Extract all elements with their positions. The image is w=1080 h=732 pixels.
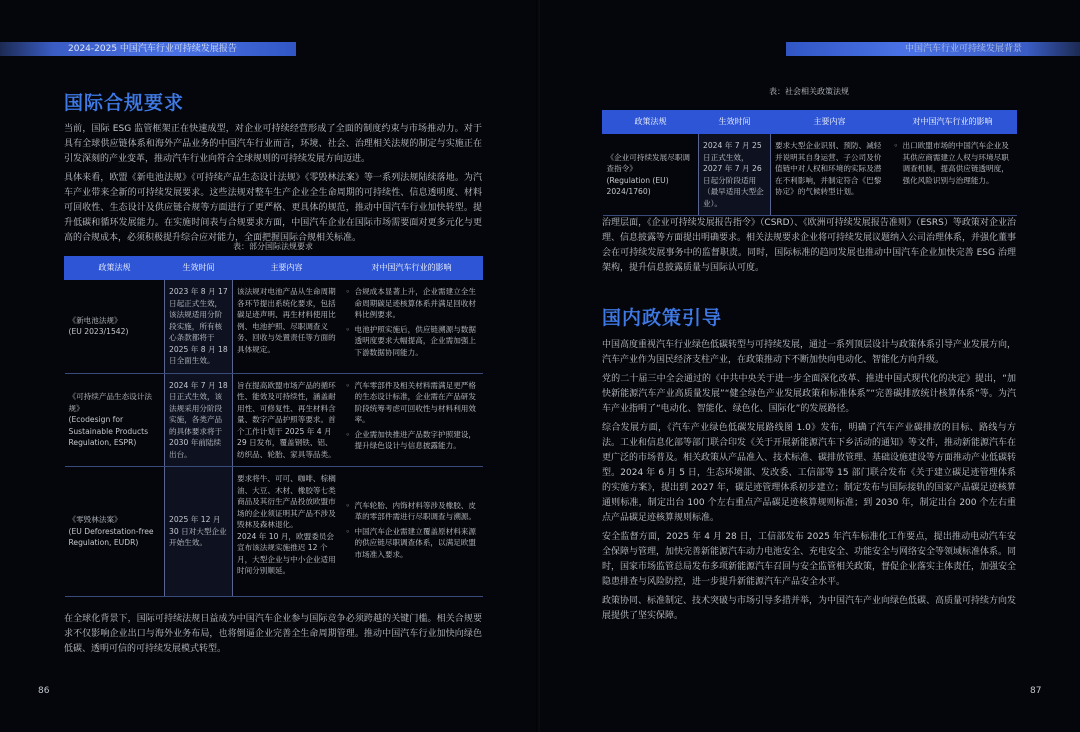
left-paragraph-2: 具体来看，欧盟《新电池法规》《可持续产品生态设计法规》《零毁林法案》等一系列法规陆续落地。为汽车产业带来全新的可持续发展要求。这些法规对整车生产企业全生命周期的可持续性、信息透明度、材料可回收性、生态设计及供应链合规等方面进行了更严格、更具体的规范，推动中国汽车行业加快转型。提升低碳和循环发展能力。在实施时间表与合规要求方面，中国汽车企业在国际市场需要面对更多元化与更高的合规成本，必须积极提升综合应对能力，全面把握国际合规相关标准。 xyxy=(64,173,482,243)
regulation-name: 《可持续产品生态设计法规》 (Ecodesign for Sustainable Products Regulation, ESPR) xyxy=(65,373,165,467)
international-regulations-table xyxy=(64,256,483,597)
industry-impact xyxy=(889,134,1017,216)
left-table-caption: 表：部分国际法规要求 xyxy=(233,242,313,251)
regulation-name: 《企业可持续发展尽职调查指令》 (Regulation (EU) 2024/1760) xyxy=(603,134,699,216)
table-row xyxy=(65,280,483,374)
regulation-name: 《零毁林法案》 (EU Deforestation-free Regulation, EUDR) xyxy=(65,467,165,597)
effective-date: 2025 年 12 月 30 日对大型企业开始生效。 xyxy=(165,467,233,597)
right-table-caption: 表：社会相关政策法规 xyxy=(769,87,849,96)
right-page xyxy=(540,0,1080,732)
column-header: 政策法规 xyxy=(65,257,165,280)
impact-item: ◦ 企业需加快推进产品数字护照建设，提升绿色设计与信息披露能力。 xyxy=(355,429,479,452)
table-row xyxy=(603,134,1017,216)
right-governance-text: 治理层面，《企业可持续发展报告指令》（CSRD）、《欧洲可持续发展报告准则》（ESRS）等政策对企业治理、信息披露等方面提出明确要求。相关法规要求企业将可持续发展议题纳入公司治理体系，并强化董事会在可持续发展事务中的监督职责。同时，国际标准的趋同发展也推动中国汽车企业加快完善 ESG 治理架构，提升信息披露质量与国际认可度。 xyxy=(602,218,1017,273)
section-title-domestic: 国内政策引导 xyxy=(602,307,723,329)
right-domestic-text xyxy=(602,338,1016,628)
impact-item: ◦ 汽车轮胎、内饰材料等涉及橡胶、皮革的零部件需进行尽职调查与溯源。 xyxy=(355,500,479,523)
column-header: 主要内容 xyxy=(233,257,341,280)
impact-item: ◦ 汽车零部件及相关材料需满足更严格的生态设计标准，企业需在产品研发阶段统筹考虑可回收性与材料利用效率。 xyxy=(355,380,479,426)
main-content: 要求大型企业识别、预防、减轻并说明其自身运营、子公司及价值链中对人权和环境的实际及潜在不利影响，并制定符合《巴黎协定》的气候转型计划。 xyxy=(771,134,889,216)
industry-impact xyxy=(341,467,483,597)
right-page-number: 87 xyxy=(1030,686,1042,696)
main-content: 该法规对电池产品从生命周期各环节提出系统化要求，包括碳足迹声明、再生材料使用比例、电池护照、尽职调查义务、回收与处置责任等方面的具体规定。 xyxy=(233,280,341,374)
industry-impact xyxy=(341,373,483,467)
effective-date: 2024 年 7 月 25 日正式生效，2027 年 7 月 26 日起分阶段适用（最早适用大型企业）。 xyxy=(699,134,771,216)
effective-date: 2024 年 7 月 18 日正式生效，该法规采用分阶段实施，各类产品的具体要求将于 2030 年前陆续出台。 xyxy=(165,373,233,467)
right-paragraph-4: 综合发展方面，《汽车产业绿色低碳发展路线图 1.0》发布，明确了汽车产业碳排放的目标、路线与方法。工业和信息化部等部门联合印发《关于开展新能源汽车下乡活动的通知》等文件，推动新能源汽车在更广泛的市场普及。相关政策从产品准入、技术标准、碳排放管理、基础设施建设等方面推动产业低碳转型。2024 年 6 月 5 日，生态环境部、发改委、工信部等 15 部门联合发布《关于建立碳足迹管理体系的实施方案》，提出到 2027 年，碳足迹管理体系初步建立；制定发布与国际接轨的国家产品碳足迹核算通则标准，制定出台 100 个左右重点产品碳足迹核算规则标准；到 2030 年，制定出台 200 个左右重点产品碳足迹核算规则标准。 xyxy=(602,423,1017,523)
left-running-header: 2024-2025 中国汽车行业可持续发展报告 xyxy=(0,42,296,56)
main-content: 要求将牛、可可、咖啡、棕榈油、大豆、木材、橡胶等七类商品及其衍生产品投放欧盟市场的企业须证明其产品不涉及毁林及森林退化。 2024 年 10 月，欧盟委员会宣布该法规实施推迟 12 个月，大型企业与中小企业适用时间分别顺延。 xyxy=(233,467,341,597)
table-row xyxy=(65,373,483,467)
column-header: 主要内容 xyxy=(771,111,889,134)
right-paragraph-3: 党的二十届三中全会通过的《中共中央关于进一步全面深化改革、推进中国式现代化的决定》提出，“加快新能源汽车产业高质量发展”“健全绿色产业发展政策和标准体系”“完善碳排放统计核算体系”等。为汽车产业指明了“电动化、智能化、绿色化、国际化”的发展路径。 xyxy=(602,374,1016,414)
right-paragraph-6: 政策协同、标准制定、技术突破与市场引导多措并举，为中国汽车产业向绿色低碳、高质量可持续方向发展提供了坚实保障。 xyxy=(602,596,1017,621)
right-running-header: 中国汽车行业可持续发展背景 xyxy=(786,42,1080,56)
impact-item: ◦ 电池护照实施后，供应链溯源与数据透明度要求大幅提高，企业需加强上下游数据协同能力。 xyxy=(355,324,479,359)
left-page-number: 86 xyxy=(38,686,50,696)
effective-date: 2023 年 8 月 17 日起正式生效，该法规适用分阶段实施，所有核心条款都将于 2025 年 8 月 18 日全面生效。 xyxy=(165,280,233,374)
column-header: 对中国汽车行业的影响 xyxy=(341,257,483,280)
right-paragraph-2: 中国高度重视汽车行业绿色低碳转型与可持续发展，通过一系列顶层设计与政策体系引导产业发展方向，汽车产业作为国民经济支柱产业，在政策推动下不断加快向电动化、智能化方向升级。 xyxy=(602,340,1017,365)
table-header-row xyxy=(65,257,483,280)
impact-item: ◦ 合规成本显著上升，企业需建立全生命周期碳足迹核算体系并满足回收材料比例要求。 xyxy=(355,286,479,321)
column-header: 政策法规 xyxy=(603,111,699,134)
main-content: 旨在提高欧盟市场产品的循环性、能效及可持续性，涵盖耐用性、可修复性、再生材料含量、数字产品护照等要求。首个工作计划于 2025 年 4 月 29 日发布，覆盖钢铁、铝、纺织品、轮胎、家具等品类。 xyxy=(233,373,341,467)
column-header: 生效时间 xyxy=(699,111,771,134)
left-paragraph-1: 当前，国际 ESG 监管框架正在快速成型，对企业可持续经营形成了全面的制度约束与市场推动力。对于具有全球供应链体系和海外产品业务的中国汽车行业而言，环境、社会、治理相关法规的制定与实施正在引发深刻的产业变革，推动汽车行业向符合全球规则的可持续发展方向迈进。 xyxy=(64,124,482,164)
table-header-row xyxy=(603,111,1017,134)
table-row xyxy=(65,467,483,597)
left-intro-text xyxy=(64,122,482,250)
regulation-name: 《新电池法规》 (EU 2023/1542) xyxy=(65,280,165,374)
left-closing-text: 在全球化背景下，国际可持续法规日益成为中国汽车企业参与国际竞争必须跨越的关键门槛。相关合规要求不仅影响企业出口与海外业务布局，也将倒逼企业完善全生命周期管理。推动中国汽车行业加快向绿色低碳、透明可信的可持续发展模式转型。 xyxy=(64,614,482,654)
impact-item: ◦ 出口欧盟市场的中国汽车企业及其供应商需建立人权与环境尽职调查机制，提高供应链透明度，强化风险识别与治理能力。 xyxy=(903,140,1013,186)
social-regulations-table xyxy=(602,110,1017,216)
column-header: 生效时间 xyxy=(165,257,233,280)
impact-item: ◦ 中国汽车企业需建立覆盖原材料来源的供应链尽职调查体系，以满足欧盟市场准入要求。 xyxy=(355,526,479,561)
column-header: 对中国汽车行业的影响 xyxy=(889,111,1017,134)
section-title-international: 国际合规要求 xyxy=(64,92,185,114)
right-paragraph-5: 安全监督方面，2025 年 4 月 28 日，工信部发布 2025 年汽车标准化工作要点，提出推动电动汽车安全保障与管理，加快完善新能源汽车动力电池安全、充电安全、功能安全与网络安全等领域标准体系。同时，国家市场监管总局发布多项新能源汽车召回与安全监管相关政策，督促企业落实主体责任，加强安全隐患排查与风险防控，进一步提升新能源汽车产品安全水平。 xyxy=(602,532,1017,587)
industry-impact xyxy=(341,280,483,374)
